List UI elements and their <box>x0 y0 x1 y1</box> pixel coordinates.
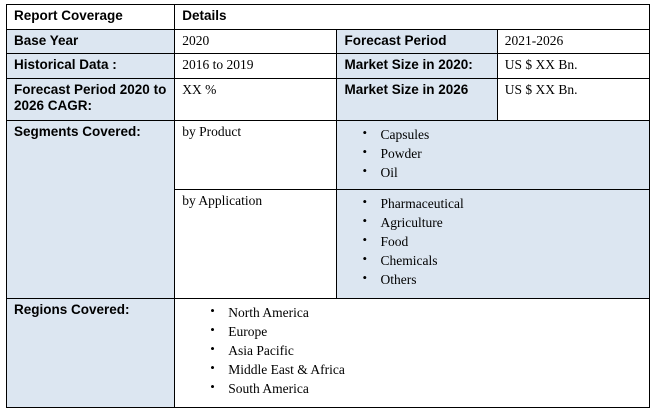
table-row <box>7 78 650 120</box>
cagr-label: Forecast Period 2020 to 2026 CAGR: <box>7 78 175 120</box>
segment-group-product-name: by Product <box>175 120 337 189</box>
table-row <box>7 54 650 79</box>
list-item: • Others <box>378 270 643 289</box>
segment-group-product-items <box>337 120 650 189</box>
list-item: • Pharmaceutical <box>378 194 643 213</box>
list-item: • South America <box>226 379 643 398</box>
list-item: • Chemicals <box>378 251 643 270</box>
list-item: • Oil <box>378 163 643 182</box>
historical-data-label: Historical Data : <box>7 54 175 79</box>
market-size-2026-label: Market Size in 2026 <box>337 78 497 120</box>
report-coverage-table <box>6 4 650 408</box>
list-item: • Agriculture <box>378 213 643 232</box>
market-size-2020-value: US $ XX Bn. <box>497 54 649 79</box>
table-row <box>7 29 650 54</box>
regions-covered-items <box>175 298 650 407</box>
cagr-value: XX % <box>175 78 337 120</box>
historical-data-value: 2016 to 2019 <box>175 54 337 79</box>
list-item: • North America <box>226 303 643 322</box>
market-size-2020-label: Market Size in 2020: <box>337 54 497 79</box>
segment-group-application-items <box>337 189 650 298</box>
list-item: • Asia Pacific <box>226 341 643 360</box>
table-header-row <box>7 5 650 30</box>
list-item: • Europe <box>226 322 643 341</box>
list-item: • Middle East & Africa <box>226 360 643 379</box>
segments-product-row <box>7 120 650 189</box>
list-item: • Food <box>378 232 643 251</box>
list-item: • Capsules <box>378 125 643 144</box>
segments-covered-label: Segments Covered: <box>7 120 175 298</box>
list-item: • Powder <box>378 144 643 163</box>
header-coverage-cell: Report Coverage <box>7 5 175 30</box>
base-year-label: Base Year <box>7 29 175 54</box>
header-details-cell: Details <box>175 5 650 30</box>
market-size-2026-value: US $ XX Bn. <box>497 78 649 120</box>
forecast-period-label: Forecast Period <box>337 29 497 54</box>
regions-row <box>7 298 650 407</box>
base-year-value: 2020 <box>175 29 337 54</box>
segment-group-application-name: by Application <box>175 189 337 298</box>
regions-covered-label: Regions Covered: <box>7 298 175 407</box>
forecast-period-value: 2021-2026 <box>497 29 649 54</box>
